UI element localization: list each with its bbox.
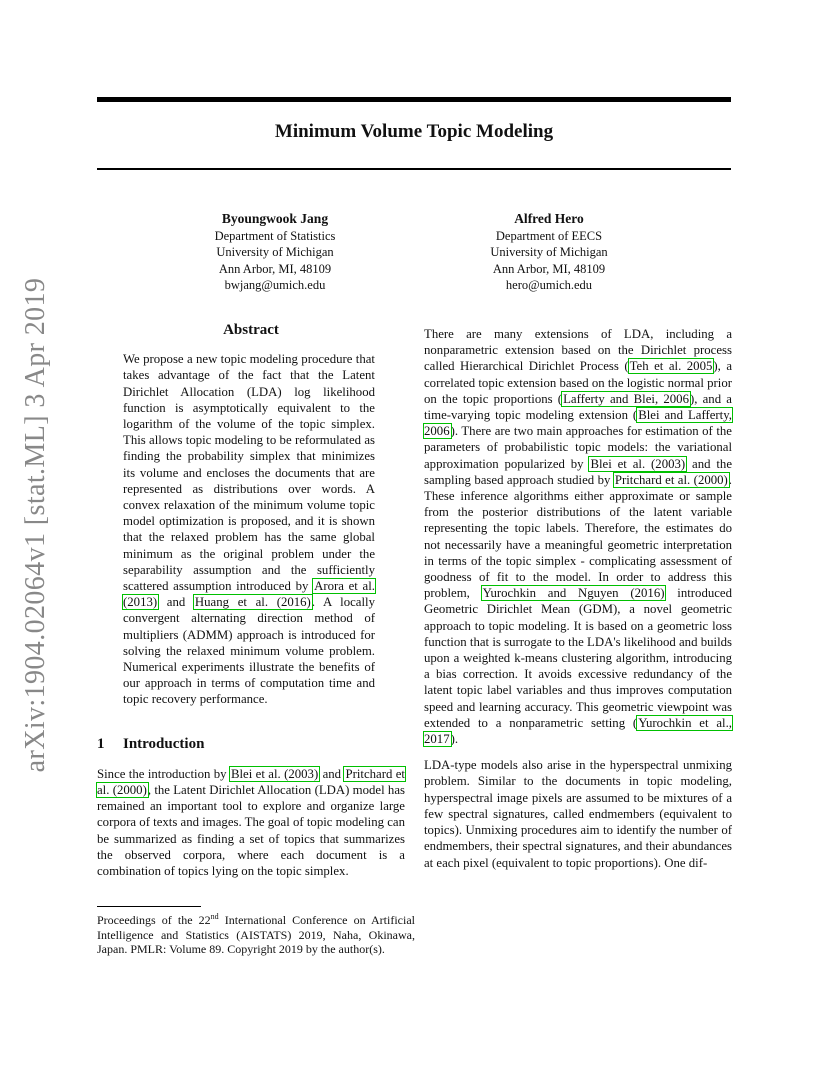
citation-link[interactable]: Yurochkin and Nguyen (2016): [482, 586, 665, 601]
author-block-2: [419, 211, 679, 293]
footnote-superscript: nd: [210, 912, 219, 921]
citation-year: 2006: [663, 391, 689, 406]
citation-text: Pritchard et al.: [97, 766, 405, 798]
body-text: ). There are two main approaches for estimation of the parameters of probabilistic topic models: the variational approximation popularized by: [424, 424, 732, 471]
citation-year: 2000: [116, 783, 143, 798]
footnote: [97, 906, 415, 957]
author-name: Byoungwook Jang: [221, 211, 329, 226]
citation-year: 2006: [424, 424, 450, 439]
arxiv-stamp-text: arXiv:1904.02064v1 [stat.ML] 3 Apr 2019: [20, 277, 51, 773]
citation-year: 2005: [686, 359, 713, 374]
body-text: There are many extensions of LDA, including a nonparametric extension based on the Dirichlet process called Hierarchical Dirichlet Process (: [424, 327, 732, 374]
section-heading: [97, 736, 405, 752]
body-text: Since the introduction by: [97, 766, 230, 781]
author-university: University of Michigan: [216, 245, 334, 260]
citation-year: 2003: [655, 456, 681, 471]
footnote-part: International Conference on Artificial Intelligence and Statistics (AISTATS) 2019, Naha, Okinawa, Japan. PMLR: Volume 89. Copyright 2019 by the author(s).: [97, 913, 415, 957]
citation-link[interactable]: Pritchard et al. (2000): [614, 472, 728, 487]
body-text: and the sampling based approach studied by: [424, 456, 732, 487]
citation-link[interactable]: Blei and Lafferty, 2006: [424, 408, 732, 439]
citation-text: Yurochkin et al.: [638, 715, 729, 730]
body-text: ), and a time-varying topic modeling extension (: [424, 391, 732, 423]
citation-link[interactable]: Arora et al. (2013): [123, 579, 375, 610]
body-text: ), a correlated topic extension based on the logistic normal prior on the topic proportions (: [424, 359, 733, 406]
citation-link[interactable]: Yurochkin et al., 2017: [424, 715, 732, 747]
body-text: and: [319, 766, 345, 781]
section-number: 1: [97, 735, 105, 752]
footnote-text: [97, 913, 415, 957]
citation-year: 2016: [634, 586, 661, 601]
intro-paragraph-1: [97, 766, 405, 879]
left-column: [97, 322, 405, 879]
citation-text: Lafferty and Blei: [563, 391, 655, 406]
citation-text: Huang et al.: [194, 595, 269, 610]
author-department: Department of Statistics: [214, 229, 336, 244]
abstract-text: . A locally convergent alternating direction method of multipliers (ADMM) approach is introduced for solving the relaxed minimum volume problem. Numerical experiments illustrate the benefits of our approach in terms of computation time and topic recovery performance.: [123, 595, 375, 707]
citation-link[interactable]: Blei et al. (2003): [590, 456, 686, 471]
paper-title: Minimum Volume Topic Modeling: [274, 121, 554, 142]
citation-text: Arora et al.: [314, 579, 375, 594]
author-block-1: [145, 211, 405, 293]
abstract-heading: Abstract: [223, 322, 279, 338]
intro-paragraph-2: [424, 326, 732, 747]
citation-year: 2003: [288, 766, 314, 781]
citation-year: 2013: [127, 595, 153, 610]
citation-text: Blei et al.: [230, 766, 281, 781]
citation-text: Yurochkin and Nguyen: [482, 586, 619, 601]
footnote-rule: [97, 906, 201, 907]
author-department: Department of EECS: [495, 229, 603, 244]
citation-year: 2016: [280, 595, 307, 610]
citation-link[interactable]: [629, 359, 714, 373]
title-rule: [97, 168, 731, 170]
right-column: [424, 326, 732, 881]
author-name: Alfred Hero: [514, 211, 584, 226]
citation-year: 2017: [424, 732, 450, 747]
citation-link[interactable]: Lafferty and Blei, 2006: [563, 391, 689, 406]
abstract-text: and: [158, 595, 194, 610]
citation-link[interactable]: Pritchard et al. (2000): [97, 766, 405, 798]
citation-year: 2000: [697, 472, 724, 487]
body-text: ).: [450, 732, 459, 747]
section-title: Introduction: [123, 735, 205, 752]
author-city: Ann Arbor, MI, 48109: [492, 261, 606, 276]
top-rule: [97, 97, 731, 102]
intro-paragraph-3: LDA-type models also arise in the hyperspectral unmixing problem. Similar to the documents in topic modeling, hyperspectral image pixels are assumed to be mixtures of a few spectral signatures, called endmembers (equivalent to topics). Unmixing procedures aim to identify the number of endmembers, their spectral signatures, and their abundances at each pixel (equivalent to topic proportions). One dif-: [424, 758, 732, 870]
author-city: Ann Arbor, MI, 48109: [218, 261, 332, 276]
body-text: introduced Geometric Dirichlet Mean (GDM), a novel geometric approach to topic modeling. It is based on a geometric loss function that is surrogate to the LDA's likelihood and builds upon a weighted k-means clustering algorithm, introducing a bias correction. It avoids excessive redundancy of the latent topic label variables and thus improves computation speed and learning accuracy. This geometric viewpoint was extended to a nonparametric setting (: [424, 586, 733, 730]
author-university: University of Michigan: [490, 245, 608, 260]
abstract-text: We propose a new topic modeling procedure that takes advantage of the fact that the Latent Dirichlet Allocation (LDA) log likelihood function is asymptotically equivalent to the logarithm of the volume of the topic simplex. This allows topic modeling to be reformulated as finding the probability simplex that minimizes its volume and encloses the documents that are represented as distributions over words. A convex relaxation of the minimum volume topic model optimization is proposed, and it is shown that the relaxed problem has the same global minimum as the original problem under the separability assumption and the sufficiently scattered assumption introduced by: [123, 352, 375, 594]
citation-link[interactable]: Blei et al. (2003): [230, 766, 319, 781]
author-email: bwjang@umich.edu: [224, 277, 326, 292]
footnote-part: Proceedings of the 22: [97, 913, 211, 927]
citation-text: Pritchard et al.: [614, 472, 691, 487]
body-text: , the Latent Dirichlet Allocation (LDA) model has remained an important tool to explore and organize large corpora of texts and images. The goal of topic modeling can be summarized as finding a set of topics that summarizes the observed corpora, where each document is a combination of topics lying on the topic simplex.: [97, 783, 405, 879]
citation-text: Blei et al.: [590, 456, 646, 471]
citation-text: Blei and Lafferty: [638, 408, 729, 423]
author-email: hero@umich.edu: [505, 277, 593, 292]
citation-text: Teh et al.: [629, 359, 682, 374]
body-text: . These inference algorithms either approximate or sample from the posterior distributions of the latent variable representing the topic labels. Therefore, the estimates do not necessarily have a meaningful geometric interpretation in terms of the topic simplex - complicating assessment of goodness of fit to the model. In order to address this problem,: [424, 472, 732, 601]
abstract-body: [123, 351, 375, 707]
citation-link[interactable]: Huang et al. (2016): [194, 595, 311, 610]
